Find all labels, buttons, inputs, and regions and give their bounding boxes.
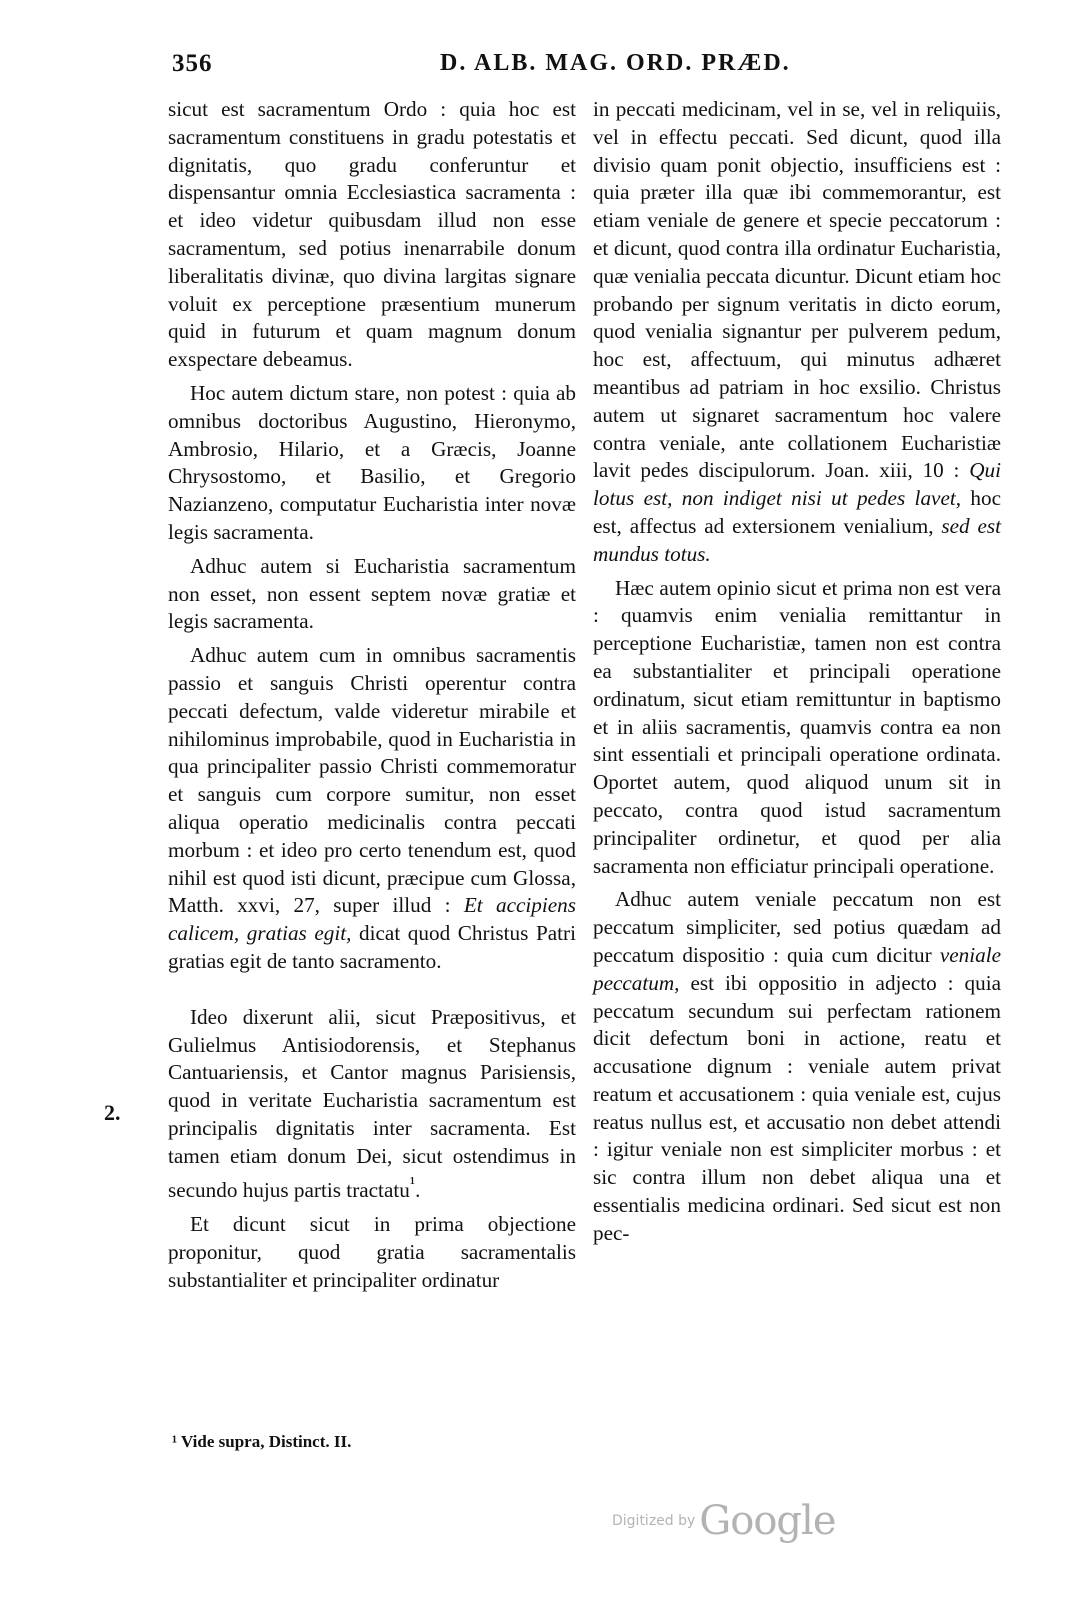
running-title: D. ALB. MAG. ORD. PRÆD. [440, 50, 791, 76]
section-number: 2. [104, 1100, 121, 1125]
paragraph [593, 886, 1001, 1247]
scripture-quote: sed est mundus totus. [593, 513, 1001, 566]
paragraph: Hæc autem opinio sicut et prima non est vera : quamvis enim venialia remittantur in perceptione Eucharistiæ, tamen non est contra ea substantialiter et principali operatione ordinatum, sicut etiam remittuntur in baptismo et in aliis sacramentis, quamvis contra ea non sint essentiali et principali operatione ordinata. Oportet autem, quod aliquod unum sit in peccato, contra quod istud sacramentum principaliter ordinetur, et quod per alia sacramenta non efficiatur principali operatione. [593, 575, 1001, 878]
left-column [168, 96, 576, 1295]
paragraph [168, 642, 576, 976]
page-header [0, 50, 1082, 90]
paragraph-text: Adhuc autem cum in omnibus sacramentis passio et sanguis Christi operentur contra peccati defectum, valde videretur mirabile et nihilominus improbabile, quod in Eucharistia in qua principaliter passio Christi commemoratur et sanguis cum corpore sumitur, non esset aliqua operatio medicinalis contra peccati morbum : et ideo pro certo tenendum est, quod nihil est quod isti dicunt, præcipue cum Glossa, Matth. xxvi, 27, super illud : [168, 643, 576, 918]
paragraph: sicut est sacramentum Ordo : quia hoc est sacramentum constituens in gradu potestatis et dignitatis, quo gradu conferuntur et dispensantur omnia Ecclesiastica sacramenta : et ideo videtur quibusdam illud non esse sacramentum, sed potius inenarrabile donum liberalitatis divinæ, quo divina largitas signare voluit ex perceptione præsentium munerum quid in futurum et quam magnum donum exspectare debeamus. [168, 97, 576, 372]
paragraph-text: dicat quod Christus Patri gratias egit de tanto sacramento. [168, 921, 576, 973]
paragraph [593, 96, 1001, 569]
footnote-marker: ¹ [409, 1173, 416, 1194]
paragraph: Hoc autem dictum stare, non potest : quia ab omnibus doctoribus Augustino, Hieronymo, Ambrosio, Hilario, et a Græcis, Joanne Chrysostomo, et Basilio, et Gregorio Nazianzeno, computatur Eucharistia inter novæ legis sacramenta. [168, 380, 576, 544]
italic-term: veniale peccatum, [593, 942, 1001, 995]
digitization-watermark [612, 1498, 835, 1544]
page-number: 356 [172, 50, 213, 77]
paragraph-text: . [415, 1178, 421, 1203]
right-column [593, 96, 1001, 1248]
scripture-quote: Et accipiens calicem, gratias egit, [168, 893, 576, 946]
paragraph-text: in peccati medicinam, vel in se, vel in reliquiis, vel in effectu peccati. Sed dicunt, quod illa divisio quam ponit objectio, insufficiens est : quia præter illa quæ ibi commemorantur, est etiam veniale de genere et specie peccatorum : et dicunt, quod contra illa ordinatur Eucharistia, quæ venialia peccata dicuntur. Dicunt etiam hoc probando per signum veritatis in dicto eorum, quod venialia signantur per pulverem pedum, hoc est, affectuum, qui minutus adhæret meantibus ad patriam in hoc exsilio. Christus autem ut signaret sacramentum hoc valere contra veniale, ante collationem Eucharistiæ lavit pedes discipulorum. Joan. xiii, 10 : [593, 97, 1001, 483]
scripture-quote: Qui lotus est, non indiget nisi ut pedes lavet, [593, 458, 1001, 511]
paragraph: Adhuc autem si Eucharistia sacramentum non esset, non essent septem novæ gratiæ et legis sacramenta. [168, 553, 576, 634]
paragraph [168, 1004, 576, 1206]
paragraph-text: est ibi oppositio in adjecto : quia peccatum secundum sui perfectam rationem dicit defectum boni in actione, reatu et accusatione dignum : veniale autem privat reatum et accusationem : quia veniale est, cujus reatus nullus est, et accusatio non debet attendi : igitur veniale non est simpliciter morbus : et sic contra illum non debet aliqua una et essentialis medicina ordinari. Sed sicut est non pec- [593, 970, 1001, 1245]
footnote: ¹ Vide supra, Distinct. II. [172, 1432, 352, 1451]
paragraph-text: Ideo dixerunt alii, sicut Præpositivus, et Gulielmus Antisiodorensis, et Stephanus Cantuariensis, et Cantor magnus Parisiensis, quod in veritate Eucharistia sacramentum est principalis dignitatis inter sacramenta. Est tamen etiam donum Dei, sicut ostendimus in secundo hujus partis tractatu [168, 1004, 576, 1203]
paragraph-text: Adhuc autem veniale peccatum non est peccatum simpliciter, sed potius quædam ad peccatum dispositio : quia cum dicitur [593, 887, 1001, 967]
watermark-caption: Digitized by [612, 1513, 696, 1529]
paragraph: Et dicunt sicut in prima objectione proponitur, quod gratia sacramentalis substantialiter et principaliter ordinatur [168, 1212, 576, 1292]
watermark-logo: Google [699, 1498, 836, 1544]
paragraph-text: hoc est, affectus ad extersionem venialium, [593, 486, 1001, 538]
